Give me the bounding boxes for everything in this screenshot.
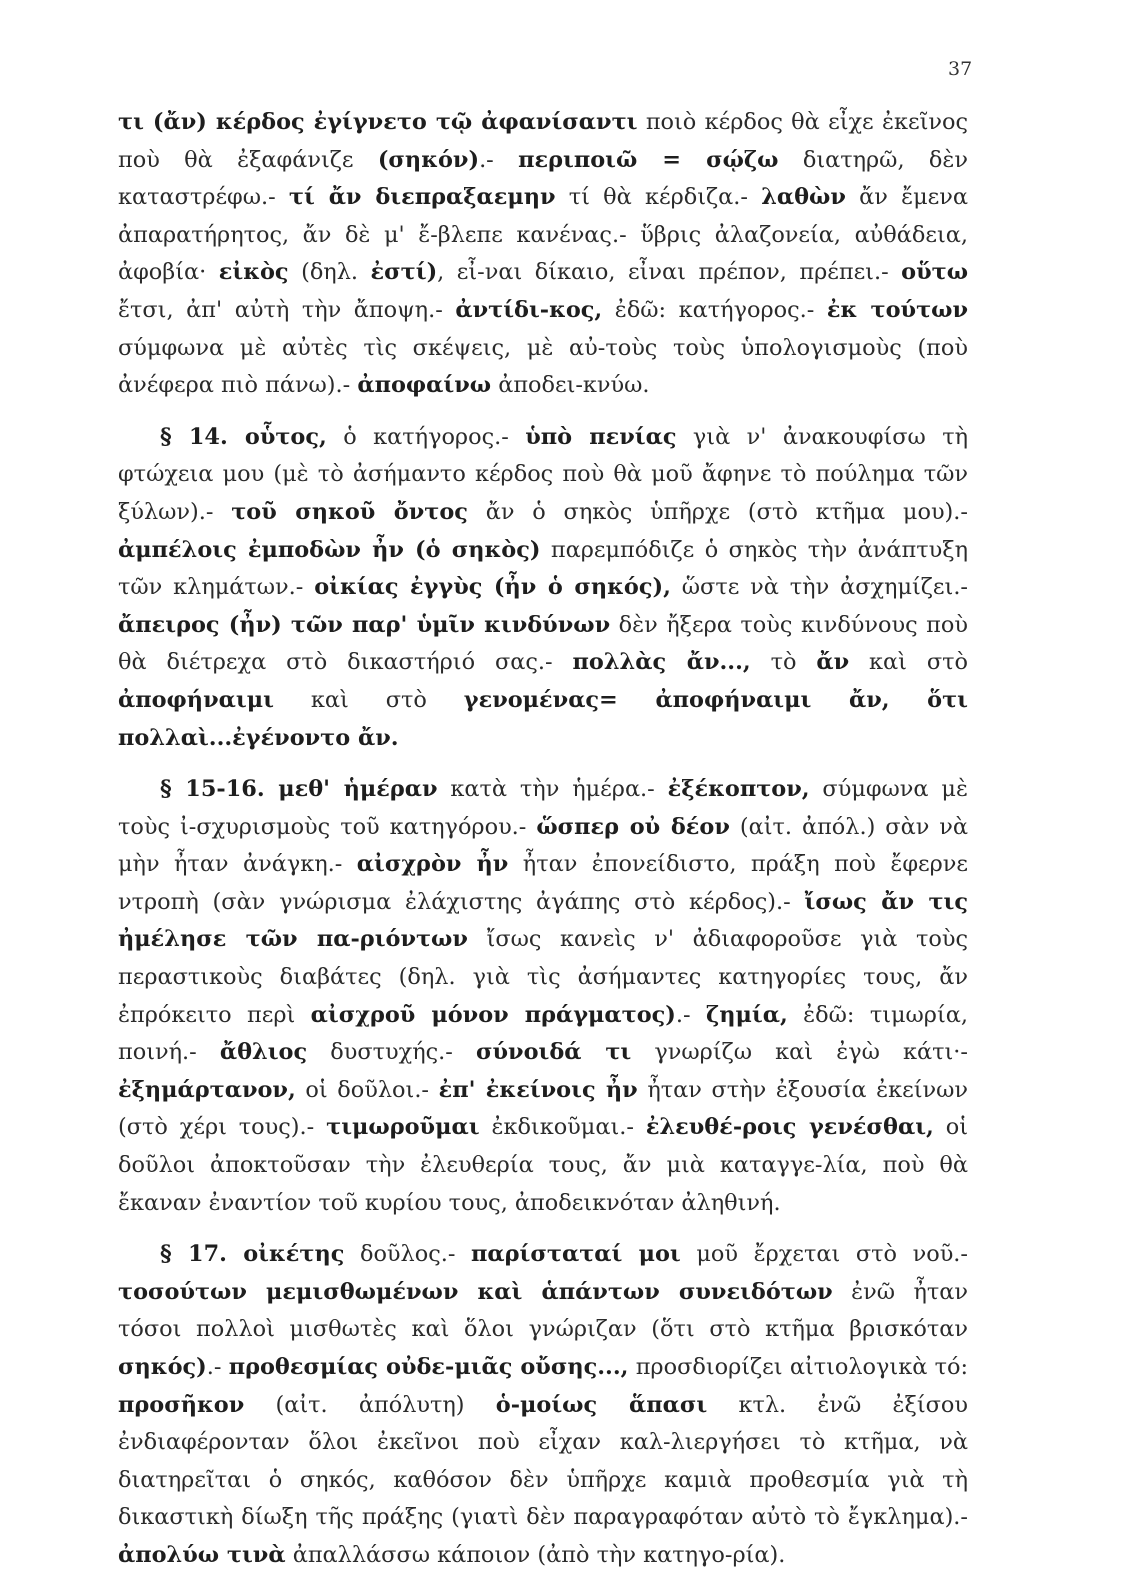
- gloss-text: οἱ δοῦλοι ἀποκτοῦσαν τὴν ἐλευθερία τους, ἄν μιὰ καταγγε-λία, ποὺ θὰ ἔκαναν ἐναντίον τοῦ κυρίου τους, ἀποδεικνόταν ἀληθινή.: [118, 1114, 968, 1216]
- lemma-term: πολλὰς ἄν...,: [572, 649, 751, 676]
- gloss-text: , εἶ-ναι δίκαιο, εἶναι πρέπον, πρέπει.-: [437, 259, 902, 286]
- lemma-term: ζημία,: [705, 1001, 788, 1028]
- paragraph: [118, 419, 968, 757]
- gloss-text: προσδιορίζει αἰτιολογικὰ τό:: [628, 1354, 968, 1380]
- lemma-term: λαθὼν: [761, 184, 846, 211]
- lemma-term: τοῦ σηκοῦ ὄντος: [231, 498, 468, 525]
- lemma-term: ἀποφήναιμι: [118, 686, 274, 713]
- gloss-text: γιὰ ν' ἀνακουφίσω τὴ φτώχεια μου (μὲ τὸ ἀσήμαντο κέρδος ποὺ θὰ μοῦ ἄφηνε τὸ πούλημα τῶν ξύλων).-: [118, 423, 969, 525]
- lemma-term: αἰσχρὸν ἦν: [356, 851, 509, 878]
- gloss-text: μοῦ ἔρχεται στὸ νοῦ.-: [680, 1241, 968, 1268]
- lemma-term: § 17. οἰκέτης: [160, 1241, 345, 1268]
- gloss-text: (αἰτ. ἀπόλυτη): [244, 1391, 496, 1418]
- lemma-term: ἀντίδι-κος,: [455, 296, 603, 323]
- commentary-text: [118, 104, 968, 1589]
- gloss-text: τὸ: [750, 649, 817, 676]
- gloss-text: σύμφωνα μὲ τοὺς ἰ-σχυρισμοὺς τοῦ κατηγόρου.-: [118, 776, 968, 840]
- lemma-term: οὕτω: [901, 259, 969, 286]
- lemma-term: (σηκόν): [377, 146, 480, 173]
- lemma-term: παρίσταταί μοι: [471, 1241, 681, 1268]
- gloss-text: κατὰ τὴν ἡμέρα.-: [437, 776, 668, 803]
- gloss-text: παρεμπόδιζε ὁ σηκὸς τὴν ἀνάπτυξη τῶν κλημάτων.-: [118, 536, 968, 601]
- gloss-text: ἀπαλλάσσω κάποιον (ἀπὸ τὴν κατηγο-ρία).: [285, 1541, 786, 1568]
- lemma-term: ἐξέκοπτον,: [667, 776, 810, 803]
- lemma-term: τι (ἄν) κέρδος ἐγίγνετο τῷ ἀφανίσαντι: [118, 109, 638, 135]
- gloss-text: τί θὰ κέρδιζα.-: [555, 184, 762, 211]
- lemma-term: γενομένας= ἀποφήναιμι ἄν, ὅτι πολλαὶ...ἐγένοντο ἄν.: [118, 686, 968, 751]
- gloss-text: διατηρῶ, δὲν καταστρέφω.-: [118, 146, 969, 211]
- lemma-term: ὁ-μοίως ἅπασι: [495, 1391, 708, 1418]
- lemma-term: προθεσμίας οὐδε-μιᾶς οὔσης...,: [228, 1354, 629, 1380]
- lemma-term: ἐπ' ἐκείνοις ἦν: [438, 1076, 638, 1103]
- lemma-term: § 14. οὗτος,: [160, 423, 327, 450]
- lemma-term: ἄπειρος (ἦν) τῶν παρ' ὑμῖν κινδύνων: [118, 611, 611, 638]
- gloss-text: ἦταν στὴν ἐξουσία ἐκείνων (στὸ χέρι τους).-: [118, 1076, 968, 1141]
- lemma-term: οἰκίας ἐγγὺς (ἦν ὁ σηκός),: [314, 574, 671, 601]
- gloss-text: καὶ στὸ: [273, 686, 464, 713]
- gloss-text: ποιὸ κέρδος θὰ εἶχε ἐκεῖνος ποὺ θὰ ἐξαφάνιζε: [118, 109, 969, 173]
- lemma-term: § 15-16. μεθ' ἡμέραν: [160, 776, 438, 803]
- gloss-text: κτλ. ἐνῶ ἐξίσου ἐνδιαφέρονταν ὅλοι ἐκεῖνοι ποὺ εἶχαν καλ-λιεργήσει τὸ κτῆμα, νὰ διατηρεῖται ὁ σηκός, καθόσον δὲν ὑπῆρχε καμιὰ προθεσμία γιὰ τὴ δικαστικὴ δίωξη τῆς πράξης (γιατὶ δὲν παραγραφόταν αὐτὸ τὸ ἔγκλημα).-: [118, 1391, 968, 1531]
- lemma-term: ἄν: [816, 649, 850, 676]
- gloss-text: ἐδῶ: τιμωρία, ποινή.-: [118, 1001, 968, 1066]
- gloss-text: γνωρίζω καὶ ἐγὼ κάτι·-: [631, 1039, 968, 1066]
- gloss-text: (δηλ.: [288, 259, 371, 286]
- gloss-text: ἐδῶ: κατήγορος.-: [602, 296, 827, 323]
- gloss-text: ὁ κατήγορος.-: [326, 423, 526, 450]
- lemma-term: ἐκ τούτων: [826, 296, 968, 323]
- paragraph: [118, 771, 968, 1222]
- lemma-term: ὑπὸ πενίας: [525, 423, 677, 450]
- page-number: 37: [948, 58, 973, 80]
- paragraph: [118, 1236, 968, 1574]
- lemma-term: ἐστί): [370, 259, 438, 286]
- gloss-text: ἐκδικοῦμαι.-: [479, 1114, 646, 1141]
- gloss-text: ὕβρις ἀλαζονεία, αὐθάδεια, ἀφοβία·: [118, 221, 968, 286]
- lemma-term: προσῆκον: [118, 1391, 245, 1418]
- lemma-term: ἐλευθέ-ροις γενέσθαι,: [645, 1114, 934, 1141]
- gloss-text: ἐνῶ ἦταν τόσοι πολλοὶ μισθωτὲς καὶ ὅλοι γνώριζαν (ὅτι στὸ κτῆμα βρισκόταν: [118, 1278, 968, 1343]
- gloss-text: .-: [479, 146, 519, 173]
- gloss-text: δυστυχής.-: [307, 1039, 477, 1066]
- gloss-text: ἄν ἔμενα ἀπαρατήρητος, ἄν δὲ μ' ἔ-βλεπε κανένας.-: [118, 184, 968, 248]
- paragraph: [118, 104, 968, 405]
- gloss-text: ἀποδει-κνύω.: [491, 372, 650, 399]
- gloss-text: οἱ δοῦλοι.-: [295, 1076, 439, 1103]
- lemma-term: τοσούτων μεμισθωμένων καὶ ἁπάντων συνειδότων: [118, 1278, 833, 1305]
- gloss-text: (αἰτ. ἀπόλ.) σὰν νὰ μὴν ἦταν ἀνάγκη.-: [118, 813, 969, 878]
- gloss-text: δὲν ἤξερα τοὺς κινδύνους ποὺ θὰ διέτρεχα στὸ δικαστήριό σας.-: [118, 611, 968, 676]
- lemma-term: ἀπολύω τινὰ: [118, 1541, 286, 1568]
- gloss-text: .-: [206, 1354, 229, 1380]
- gloss-text: ἴσως κανεὶς ν' ἀδιαφοροῦσε γιὰ τοὺς περαστικοὺς διαβάτες (δηλ. γιὰ τὶς ἀσήμαντες κατηγορίες τους, ἄν ἐπρόκειτο περὶ: [118, 926, 968, 1028]
- lemma-term: περιποιῶ = σῴζω: [518, 146, 779, 173]
- lemma-term: αἰσχροῦ μόνον πράγματος): [310, 1001, 676, 1028]
- gloss-text: ἔτσι, ἀπ' αὐτὴ τὴν ἄποψη.-: [118, 296, 456, 323]
- lemma-term: σηκός): [118, 1354, 207, 1380]
- lemma-term: ἀμπέλοις ἐμποδὼν ἦν (ὁ σηκὸς): [118, 536, 541, 563]
- lemma-term: τιμωροῦμαι: [326, 1114, 480, 1141]
- lemma-term: εἰκὸς: [218, 259, 289, 286]
- lemma-term: ἄθλιος: [219, 1039, 308, 1066]
- lemma-term: ἀποφαίνω: [357, 372, 492, 399]
- gloss-text: σύμφωνα μὲ αὐτὲς τὶς σκέψεις, μὲ αὐ-τοὺς τοὺς ὑπολογισμοὺς (ποὺ ἀνέφερα πιὸ πάνω).-: [118, 334, 968, 399]
- lemma-term: ὥσπερ οὐ δέον: [536, 813, 730, 840]
- gloss-text: ἦταν ἐπονείδιστο, πράξη ποὺ ἔφερνε ντροπὴ (σὰν γνώρισμα ἐλάχιστης ἀγάπης στὸ κέρδος).-: [118, 851, 968, 915]
- lemma-term: σύνοιδά τι: [476, 1039, 632, 1066]
- gloss-text: καὶ στὸ: [849, 649, 969, 676]
- gloss-text: .-: [675, 1001, 706, 1028]
- lemma-term: ἴσως ἄν τις ἠμέλησε τῶν πα-ριόντων: [118, 888, 968, 953]
- gloss-text: δοῦλος.-: [344, 1241, 472, 1268]
- lemma-term: τί ἄν διεπραξαεμην: [288, 184, 556, 211]
- gloss-text: ἄν ὁ σηκὸς ὑπῆρχε (στὸ κτῆμα μου).-: [467, 498, 968, 525]
- lemma-term: ἐξημάρτανον,: [118, 1076, 296, 1103]
- gloss-text: ὥστε νὰ τὴν ἀσχημίζει.-: [670, 574, 968, 601]
